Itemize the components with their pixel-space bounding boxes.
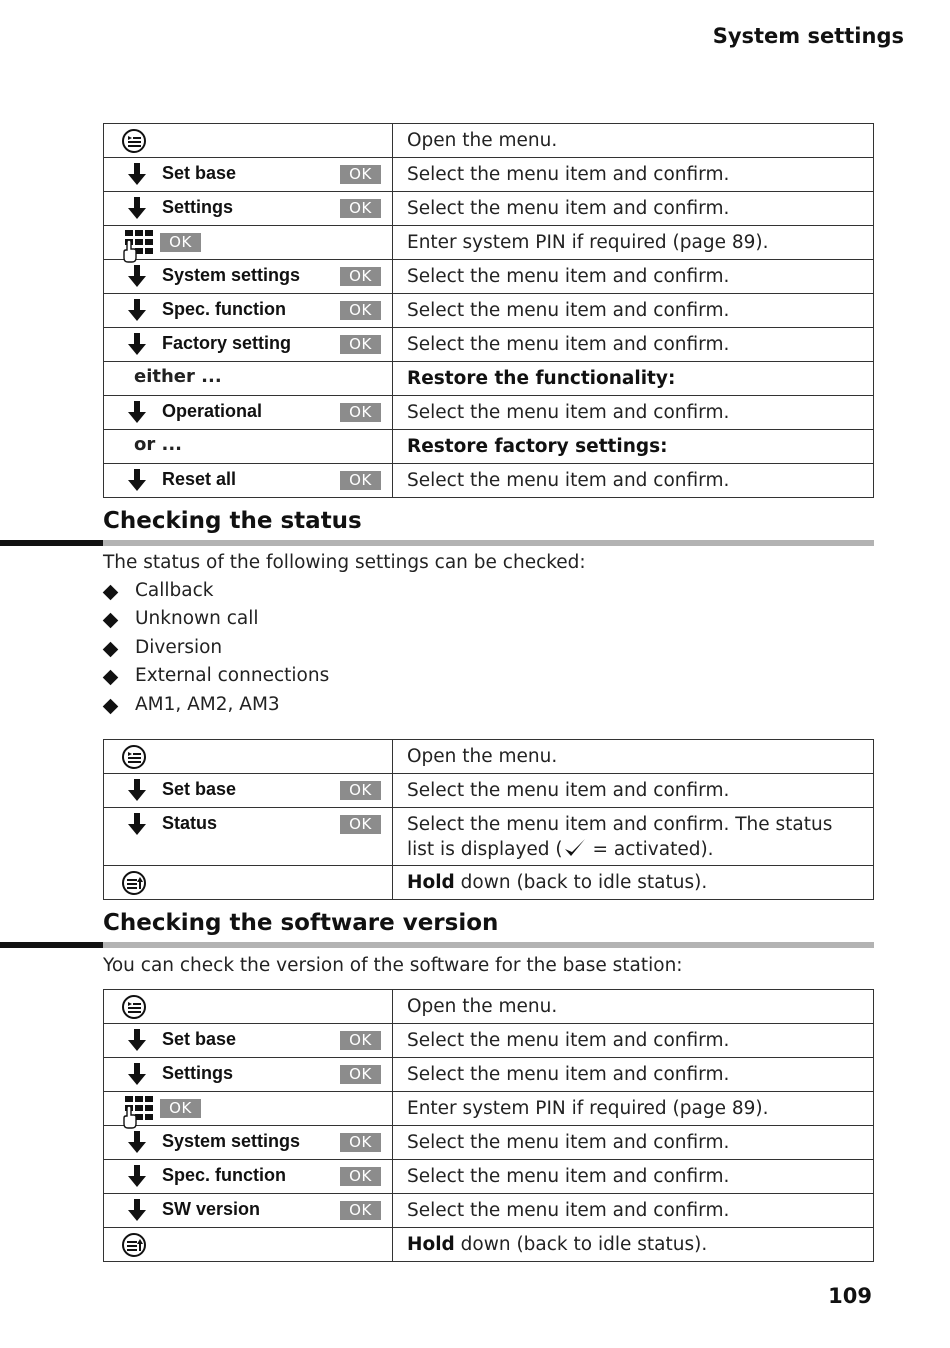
menu-item-label: Reset all — [162, 469, 237, 489]
step-description: Open the menu. — [393, 740, 874, 774]
list-item: Callback — [103, 580, 329, 608]
table-row — [104, 226, 874, 260]
status-intro: The status of the following settings can be checked: — [103, 552, 586, 573]
option-heading: Restore the functionality: — [407, 368, 676, 389]
ok-key: OK — [340, 267, 381, 286]
table-row — [104, 1126, 874, 1160]
ok-key: OK — [340, 1167, 381, 1186]
table-row — [104, 1160, 874, 1194]
step-description: Select the menu item and confirm. The status list is displayed ( = activated). — [393, 808, 874, 866]
arrow-down-icon — [128, 197, 146, 219]
section-rule-grey — [103, 540, 874, 546]
table-row — [104, 990, 874, 1024]
section-rule-black — [0, 540, 103, 546]
step-description: Select the menu item and confirm. — [393, 158, 874, 192]
ok-key: OK — [340, 471, 381, 490]
diamond-bullet-icon — [103, 698, 119, 714]
factory-reset-steps-table — [103, 123, 874, 498]
arrow-down-icon — [128, 163, 146, 185]
checkmark-icon — [563, 837, 587, 859]
ok-key: OK — [340, 1031, 381, 1050]
diamond-bullet-icon — [103, 613, 119, 629]
arrow-down-icon — [128, 1199, 146, 1221]
step-description: Select the menu item and confirm. — [393, 1058, 874, 1092]
ok-key: OK — [340, 781, 381, 800]
menu-item-label: Settings — [162, 197, 234, 217]
step-description: Select the menu item and confirm. — [393, 1126, 874, 1160]
list-item: Diversion — [103, 637, 329, 665]
list-item: External connections — [103, 665, 329, 693]
step-description: Select the menu item and confirm. — [393, 192, 874, 226]
ok-key: OK — [160, 1099, 201, 1118]
menu-item-label: Status — [162, 813, 218, 833]
end-call-icon — [121, 870, 147, 896]
step-description: Select the menu item and confirm. — [393, 328, 874, 362]
ok-key: OK — [340, 1133, 381, 1152]
menu-item-label: Operational — [162, 401, 263, 421]
section-rule-black — [0, 942, 103, 948]
arrow-down-icon — [128, 779, 146, 801]
section-title-status: Checking the status — [103, 508, 362, 534]
ok-key: OK — [340, 165, 381, 184]
step-description: Select the menu item and confirm. — [393, 1160, 874, 1194]
menu-item-label: Spec. function — [162, 1165, 287, 1185]
arrow-down-icon — [128, 299, 146, 321]
menu-item-label: SW version — [162, 1199, 261, 1219]
menu-icon — [121, 744, 147, 770]
arrow-down-icon — [128, 813, 146, 835]
arrow-down-icon — [128, 401, 146, 423]
menu-item-label: System settings — [162, 1131, 301, 1151]
section-rule-grey — [103, 942, 874, 948]
ok-key: OK — [160, 233, 201, 252]
step-description: Hold down (back to idle status). — [393, 1228, 874, 1262]
arrow-down-icon — [128, 333, 146, 355]
step-description: Select the menu item and confirm. — [393, 396, 874, 430]
menu-icon — [121, 994, 147, 1020]
table-row — [104, 328, 874, 362]
arrow-down-icon — [128, 1165, 146, 1187]
step-description: Select the menu item and confirm. — [393, 1024, 874, 1058]
table-row — [104, 362, 874, 396]
table-row — [104, 124, 874, 158]
status-steps-table — [103, 739, 874, 900]
step-description: Select the menu item and confirm. — [393, 464, 874, 498]
end-call-icon — [121, 1232, 147, 1258]
arrow-down-icon — [128, 265, 146, 287]
section-title-software: Checking the software version — [103, 910, 499, 936]
arrow-down-icon — [128, 1063, 146, 1085]
ok-key: OK — [340, 1065, 381, 1084]
table-row — [104, 158, 874, 192]
table-row — [104, 464, 874, 498]
either-label: either ... — [134, 366, 222, 387]
menu-item-label: Set base — [162, 779, 237, 799]
table-row — [104, 396, 874, 430]
ok-key: OK — [340, 403, 381, 422]
diamond-bullet-icon — [103, 585, 119, 601]
status-list — [103, 580, 329, 722]
step-description: Select the menu item and confirm. — [393, 294, 874, 328]
menu-item-label: Settings — [162, 1063, 234, 1083]
arrow-down-icon — [128, 469, 146, 491]
software-version-steps-table — [103, 989, 874, 1262]
menu-item-label: Set base — [162, 1029, 237, 1049]
table-row — [104, 260, 874, 294]
ok-key: OK — [340, 301, 381, 320]
step-description: Hold down (back to idle status). — [393, 866, 874, 900]
table-row — [104, 294, 874, 328]
table-row — [104, 808, 874, 866]
ok-key: OK — [340, 1201, 381, 1220]
menu-item-label: Factory setting — [162, 333, 292, 353]
table-row — [104, 1092, 874, 1126]
step-description: Open the menu. — [393, 124, 874, 158]
step-description: Select the menu item and confirm. — [393, 260, 874, 294]
step-description: Enter system PIN if required (page 89). — [393, 226, 874, 260]
table-row — [104, 1024, 874, 1058]
step-description: Select the menu item and confirm. — [393, 774, 874, 808]
table-row — [104, 192, 874, 226]
step-description: Open the menu. — [393, 990, 874, 1024]
menu-icon — [121, 128, 147, 154]
list-item: AM1, AM2, AM3 — [103, 694, 329, 722]
table-row — [104, 866, 874, 900]
list-item: Unknown call — [103, 608, 329, 636]
option-heading: Restore factory settings: — [407, 436, 668, 457]
table-row — [104, 1194, 874, 1228]
or-label: or ... — [134, 434, 183, 455]
arrow-down-icon — [128, 1131, 146, 1153]
step-description: Enter system PIN if required (page 89). — [393, 1092, 874, 1126]
diamond-bullet-icon — [103, 642, 119, 658]
table-row — [104, 740, 874, 774]
menu-item-label: Set base — [162, 163, 237, 183]
step-description: Select the menu item and confirm. — [393, 1194, 874, 1228]
arrow-down-icon — [128, 1029, 146, 1051]
ok-key: OK — [340, 335, 381, 354]
diamond-bullet-icon — [103, 670, 119, 686]
page-number: 109 — [828, 1284, 872, 1308]
software-intro: You can check the version of the software for the base station: — [103, 955, 683, 976]
ok-key: OK — [340, 815, 381, 834]
table-row — [104, 430, 874, 464]
table-row — [104, 1058, 874, 1092]
ok-key: OK — [340, 199, 381, 218]
table-row — [104, 774, 874, 808]
page-header: System settings — [712, 24, 904, 48]
menu-item-label: Spec. function — [162, 299, 287, 319]
table-row — [104, 1228, 874, 1262]
menu-item-label: System settings — [162, 265, 301, 285]
